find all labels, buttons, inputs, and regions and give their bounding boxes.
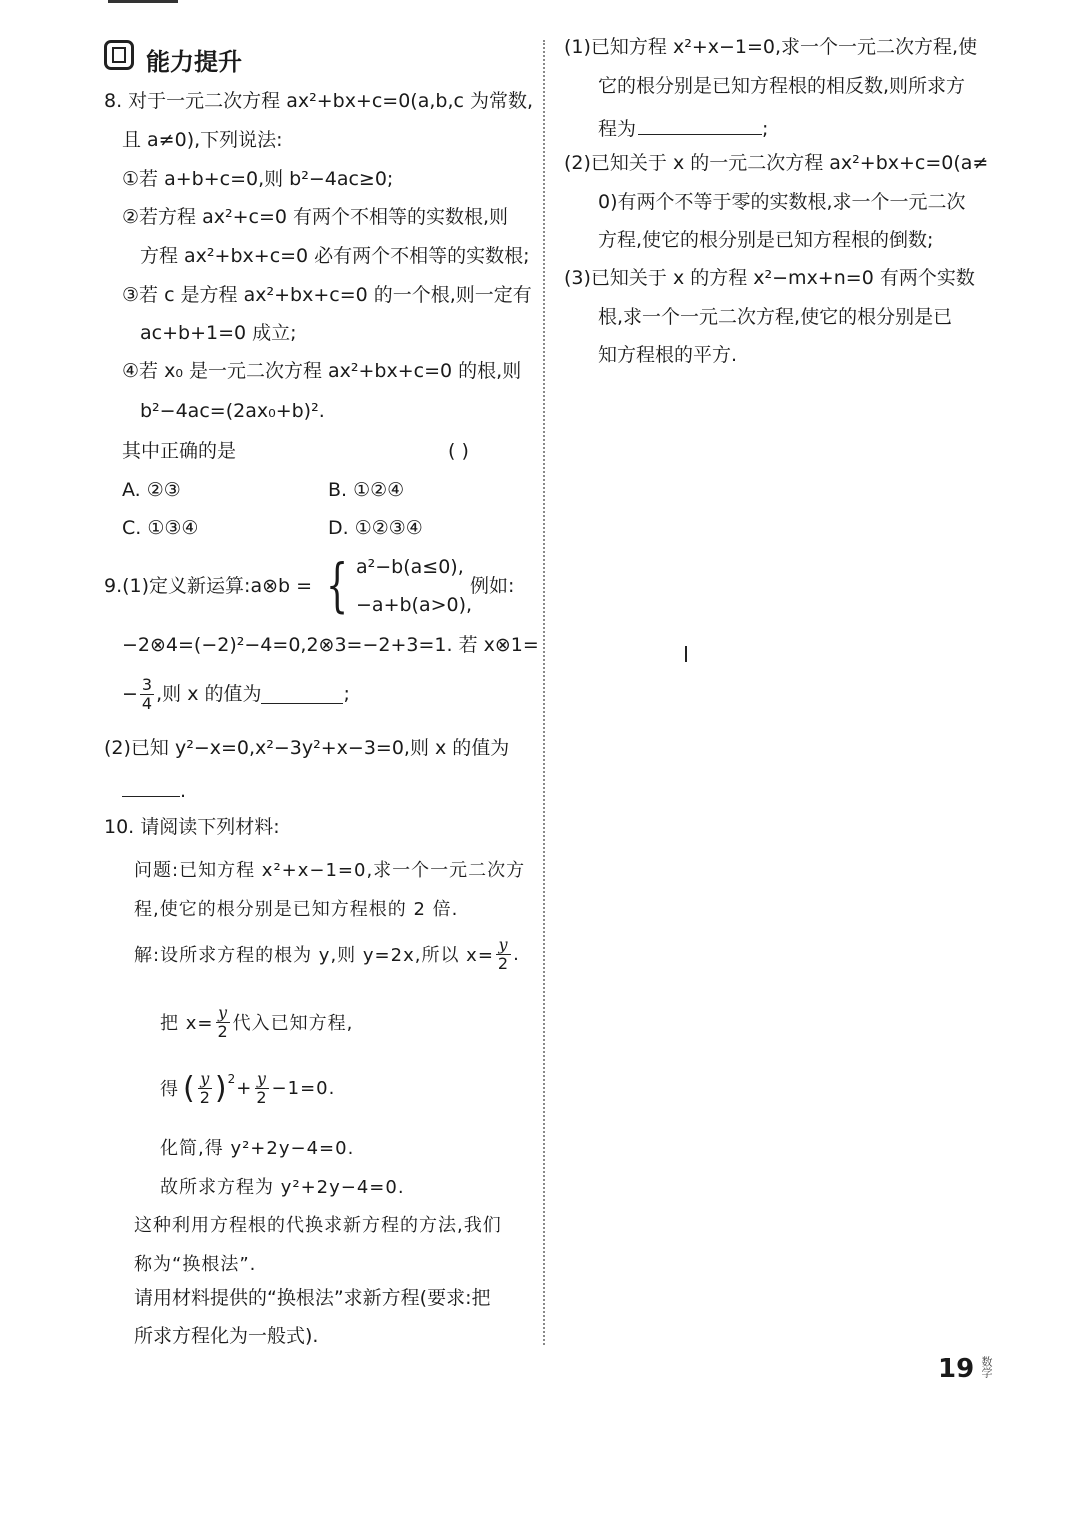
frac-num: y — [256, 1069, 267, 1088]
fraction-y-over-2 — [215, 1004, 230, 1040]
right-q3-line1: (3)已知关于 x 的方程 x²−mx+n=0 有两个实数 — [564, 267, 975, 289]
frac-num: y — [200, 1069, 211, 1088]
q9-part1-lead: 9.(1)定义新运算:a⊗b = — [104, 575, 313, 597]
right-q1-answer-blank[interactable] — [638, 116, 762, 135]
frac-den: 2 — [497, 953, 510, 973]
q8-statement-2a: ②若方程 ax²+c=0 有两个不相等的实数根,则 — [122, 206, 509, 228]
material-method-1: 这种利用方程根的代换求新方程的方法,我们 — [134, 1215, 502, 1236]
right-q3-line3: 知方程根的平方. — [598, 344, 738, 366]
q8-line2: 且 a≠0),下列说法: — [122, 129, 283, 151]
q9-case-2: −a+b(a>0), — [356, 594, 473, 616]
q9-case-1: a²−b(a≤0), — [356, 556, 464, 578]
q9-answer-blank-2[interactable] — [122, 778, 180, 797]
right-q1-end: ; — [762, 118, 769, 140]
square-exponent: 2 — [227, 1072, 237, 1086]
right-q2-line2: 0)有两个不等于零的实数根,求一个一元二次 — [598, 191, 966, 213]
section-title: 能力提升 — [146, 48, 242, 76]
q9-part2-answer — [122, 778, 186, 801]
substitute-pre: 把 x= — [160, 1013, 214, 1035]
q9-part1-question: ,则 x 的值为 — [156, 682, 262, 705]
page-number: 19 — [938, 1354, 975, 1384]
top-rule — [108, 0, 178, 3]
material-problem-1: 问题:已知方程 x²+x−1=0,求一个一元二次方 — [134, 860, 526, 881]
material-equation — [160, 1070, 335, 1106]
right-paren: ) — [214, 1070, 228, 1106]
material-substitute — [160, 1004, 353, 1040]
frac-num: y — [498, 935, 509, 954]
fraction-y-over-2 — [254, 1070, 269, 1106]
q9-answer-blank-1[interactable] — [261, 685, 343, 704]
material-result: 故所求方程为 y²+2y−4=0. — [160, 1177, 405, 1198]
fraction-three-quarters — [140, 676, 154, 712]
right-q1-line1: (1)已知方程 x²+x−1=0,求一个一元二次方程,使 — [564, 36, 978, 58]
solution-text: 解:设所求方程的根为 y,则 y=2x,所以 x= — [134, 945, 494, 967]
q8-statement-3a: ③若 c 是方程 ax²+bx+c=0 的一个根,则一定有 — [122, 284, 532, 306]
q9-part1-line2: −2⊗4=(−2)²−4=0,2⊗3=−2+3=1. 若 x⊗1= — [122, 634, 539, 656]
material-solution-1 — [134, 936, 520, 972]
q8-statement-4a: ④若 x₀ 是一元二次方程 ax²+bx+c=0 的根,则 — [122, 360, 522, 382]
left-paren: ( — [183, 1070, 196, 1106]
q8-line1: 8. 对于一元二次方程 ax²+bx+c=0(a,b,c 为常数, — [104, 90, 534, 112]
equation-post: −1=0. — [271, 1077, 336, 1099]
fraction-y-over-2 — [496, 936, 511, 972]
fraction-numerator: 3 — [141, 675, 153, 694]
right-q2-line1: (2)已知关于 x 的一元二次方程 ax²+bx+c=0(a≠ — [564, 152, 989, 174]
piecewise-brace: { — [326, 551, 349, 619]
q8-option-c: C. ①③④ — [122, 517, 199, 539]
q9-part2: (2)已知 y²−x=0,x²−3y²+x−3=0,则 x 的值为 — [104, 737, 510, 759]
material-problem-2: 程,使它的根分别是已知方程根的 2 倍. — [134, 899, 459, 920]
fraction-denominator: 4 — [141, 693, 153, 713]
q10-task-2: 所求方程化为一般式). — [134, 1325, 319, 1347]
fraction-y-over-2 — [198, 1070, 213, 1106]
right-q1-line3 — [598, 116, 768, 139]
equation-pre: 得 — [160, 1079, 179, 1101]
q8-statement-2b: 方程 ax²+bx+c=0 必有两个不相等的实数根; — [140, 245, 530, 267]
frac-den: 2 — [217, 1021, 229, 1041]
q8-statement-4b: b²−4ac=(2ax₀+b)². — [140, 400, 325, 422]
right-q3-line2: 根,求一个一元二次方程,使它的根分别是已 — [598, 306, 953, 328]
frac-num: y — [218, 1003, 229, 1022]
column-divider — [543, 40, 545, 1345]
material-method-2: 称为“换根法”. — [134, 1254, 257, 1275]
section-icon — [104, 40, 134, 70]
q9-part1-line3 — [122, 676, 350, 712]
substitute-post: 代入已知方程, — [232, 1013, 354, 1035]
stray-mark — [685, 646, 687, 662]
q8-option-a: A. ②③ — [122, 479, 181, 501]
q8-option-d: D. ①②③④ — [328, 517, 423, 539]
q8-option-b: B. ①②④ — [328, 479, 405, 501]
right-q1-line2: 它的根分别是已知方程根的相反数,则所求方 — [598, 75, 966, 97]
q8-prompt: 其中正确的是 — [122, 440, 237, 462]
frac-den: 2 — [199, 1087, 211, 1107]
q9-example-label: 例如: — [470, 575, 515, 597]
material-simplify: 化简,得 y²+2y−4=0. — [160, 1138, 355, 1159]
subject-mark: 数学 — [980, 1356, 993, 1378]
right-q1-text: 程为 — [598, 118, 637, 140]
q9-part1-end: ; — [343, 682, 350, 705]
q10-heading: 10. 请阅读下列材料: — [104, 816, 280, 838]
q10-task-1: 请用材料提供的“换根法”求新方程(要求:把 — [134, 1287, 491, 1309]
q9-part2-end: . — [180, 780, 187, 802]
plus-sign: + — [236, 1077, 253, 1099]
q8-statement-3b: ac+b+1=0 成立; — [140, 322, 297, 344]
frac-den: 2 — [256, 1087, 268, 1107]
right-q2-line3: 方程,使它的根分别是已知方程根的倒数; — [598, 229, 934, 251]
fraction-sign: − — [122, 682, 138, 705]
q8-statement-1: ①若 a+b+c=0,则 b²−4ac≥0; — [122, 168, 394, 190]
solution-end: . — [513, 943, 520, 965]
q8-answer-paren: ( ) — [448, 440, 469, 462]
